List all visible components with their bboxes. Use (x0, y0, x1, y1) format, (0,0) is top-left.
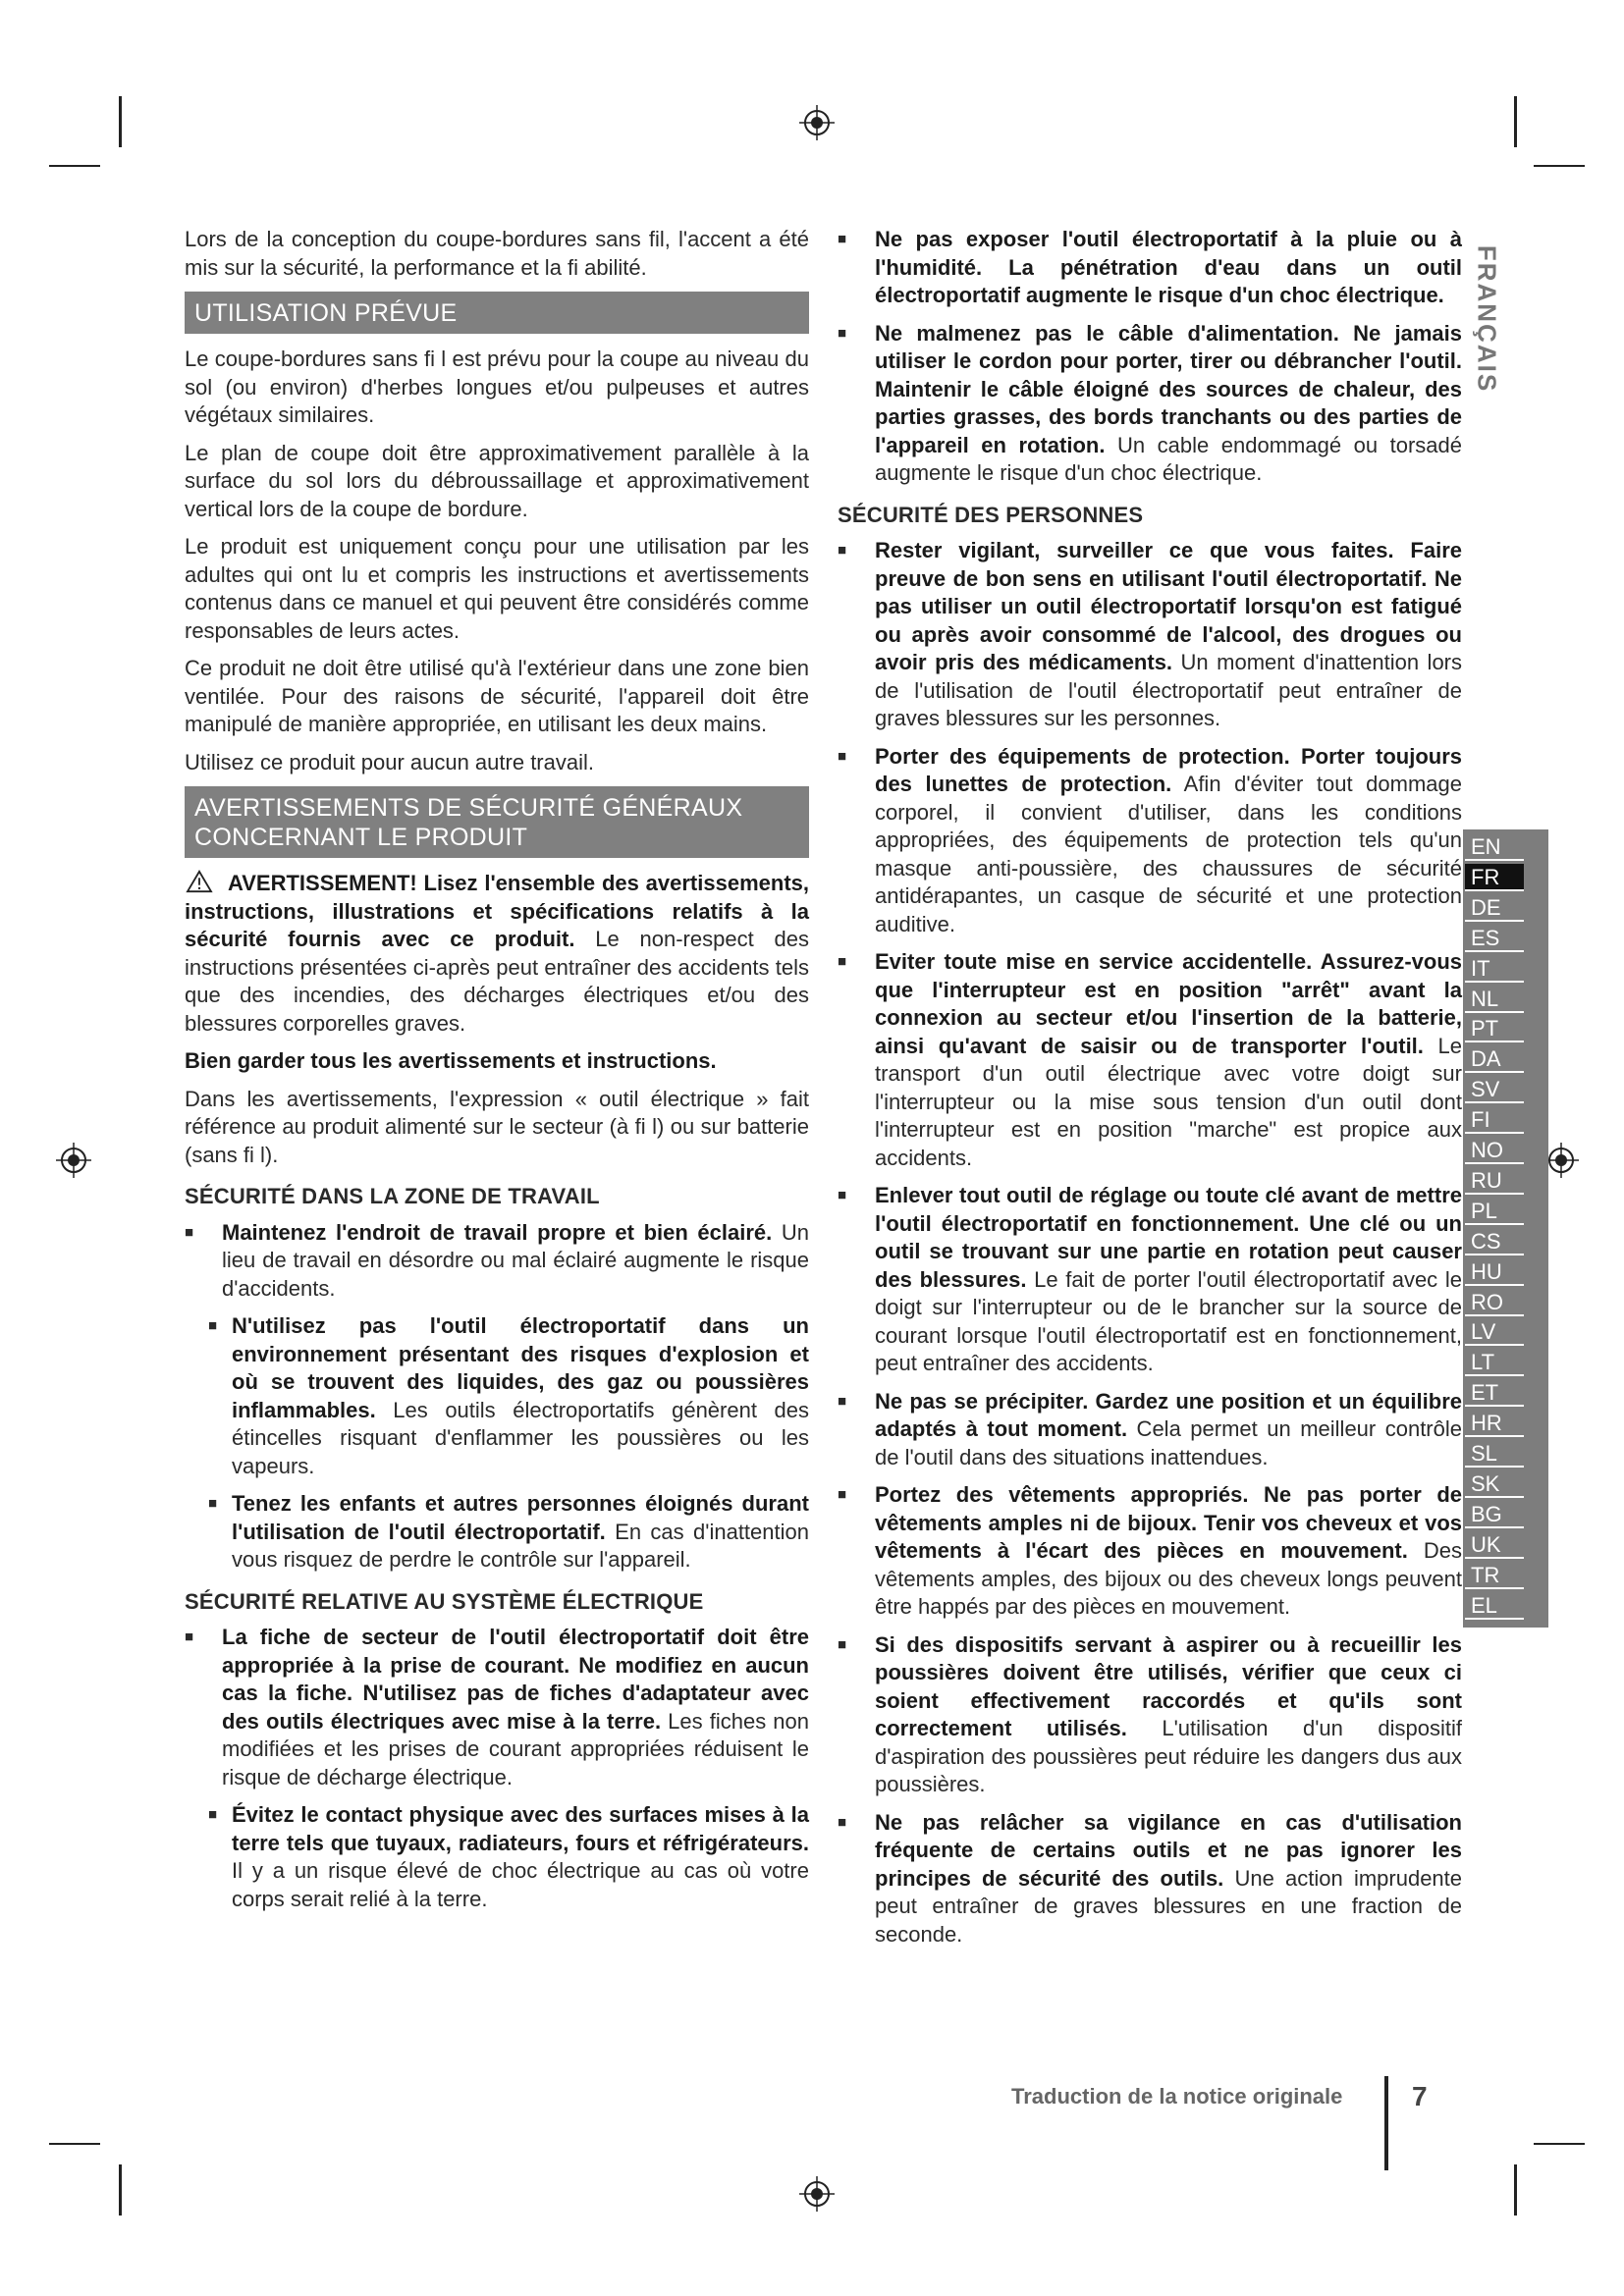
language-tab-da[interactable]: DA (1465, 1045, 1524, 1073)
list-item (185, 1801, 809, 1913)
language-tab-en[interactable]: EN (1465, 833, 1524, 861)
language-tab-sl[interactable]: SL (1465, 1440, 1524, 1468)
language-tab-fi[interactable]: FI (1465, 1106, 1524, 1134)
language-tab-es[interactable]: ES (1465, 925, 1524, 952)
bullet-icon: ■ (185, 1223, 194, 1241)
paragraph: Le coupe-bordures sans fi l est prévu pour la coupe au niveau du sol (ou environ) d'herbes longues et/ou pulpeuses et autres végétaux similaires. (185, 347, 809, 427)
bullet-icon: ■ (838, 953, 847, 970)
language-tab-tr[interactable]: TR (1465, 1562, 1524, 1589)
warning-text: Le non-respect des instructions présentées ci-après peut entraîner des accidents tels que des incendies, des décharges électriques et/ou des blessures corporelles graves. (185, 927, 809, 1036)
item-bold: Évitez le contact physique avec des surfaces mises à la terre tels que tuyaux, radiateurs, fours et réfrigérateurs. (232, 1802, 809, 1855)
crop-mark (1534, 165, 1585, 167)
list-item (838, 743, 1462, 939)
item-bold: La fiche de secteur de l'outil électroportatif doit être appropriée à la prise de courant. Ne modifiez en aucun cas la fiche. N'utilisez pas de fiches d'adaptateur avec des outils électriques avec mise à la terre. (222, 1625, 809, 1734)
item-text: Les fiches non modifiées et les prises de courant appropriées réduisent le risque de décharge électrique. (222, 1708, 809, 1789)
language-tab-no[interactable]: NO (1465, 1137, 1524, 1164)
list-item (185, 1219, 809, 1304)
bullet-icon: ■ (838, 231, 847, 247)
bullet-icon: ■ (838, 1187, 847, 1203)
right-column (838, 226, 1462, 1958)
item-bold: N'utilisez pas l'outil électroportatif dans un environnement présentant des risques d'explosion et où se trouvent des liquides, des gaz ou poussières inflammables. (232, 1313, 809, 1422)
page-number: 7 (1412, 2081, 1428, 2111)
subheading-electrical: SÉCURITÉ RELATIVE AU SYSTÈME ÉLECTRIQUE (185, 1588, 704, 1614)
item-text: Il y a un risque élevé de choc électrique au cas où votre corps serait relié à la terre. (232, 1858, 809, 1911)
bullet-icon: ■ (838, 1392, 847, 1410)
paragraph: Ce produit ne doit être utilisé qu'à l'extérieur dans une zone bien ventilée. Pour des raisons de sécurité, l'appareil doit être manipulé de manière appropriée, en utilisant les deux mains. (185, 656, 809, 736)
warning-paragraph (185, 870, 809, 1038)
item-text: Le fait de porter l'outil électroportatif avec le doigt sur l'interrupteur ou de le brancher sur la source de courant lorsque l'outil électroportatif est en fonctionnement, peut entraîner des accidents. (875, 1266, 1462, 1375)
bullet-icon: ■ (838, 747, 847, 765)
item-text: L'utilisation d'un dispositif d'aspiration des poussières peut réduire les dangers dus aux poussières. (875, 1716, 1462, 1796)
item-text: Un moment d'inattention lors de l'utilisation de l'outil électroportatif peut entraîner de graves blessures sur les personnes. (875, 650, 1463, 730)
language-tab-el[interactable]: EL (1465, 1592, 1524, 1620)
warning-triangle-icon (185, 870, 214, 893)
registration-mark-icon (797, 103, 837, 142)
footer-text: Traduction de la notice originale (1011, 2084, 1343, 2109)
list-item (838, 537, 1462, 733)
list-item (838, 1481, 1462, 1622)
item-bold: Tenez les enfants et autres personnes éloignés durant l'utilisation de l'outil électroportatif. (232, 1491, 809, 1544)
bullet-icon: ■ (838, 324, 847, 342)
language-tab-pl[interactable]: PL (1465, 1198, 1524, 1225)
language-tab-hr[interactable]: HR (1465, 1410, 1524, 1437)
item-text: Des vêtements amples, des bijoux ou des cheveux longs peuvent être happés par des pièces en mouvement. (875, 1538, 1462, 1619)
list-item (838, 1182, 1462, 1378)
item-bold: Rester vigilant, surveiller ce que vous faites. Faire preuve de bon sens en utilisant l'outil électroportatif. Ne pas utiliser un outil électroportatif lorsqu'on est fatigué ou après avoir consommé de l'alcool, des drogues ou avoir pris des médicaments. (875, 538, 1462, 674)
language-tabs (1463, 829, 1548, 1628)
list-item (185, 1312, 809, 1480)
language-tab-de[interactable]: DE (1465, 894, 1524, 922)
list-item (185, 1490, 809, 1575)
definition-paragraph: Dans les avertissements, l'expression « outil électrique » fait référence au produit alimenté sur le secteur (à fi l) ou sur batterie (sans fi l). (185, 1086, 809, 1167)
crop-mark (119, 96, 122, 147)
language-tab-hu[interactable]: HU (1465, 1258, 1524, 1286)
item-bold: Portez des vêtements appropriés. Ne pas porter de vêtements amples ni de bijoux. Tenir vos cheveux et vos vêtements à l'écart des pièces en mouvement. (875, 1482, 1462, 1563)
footer-divider (1384, 2076, 1388, 2170)
language-label: FRANÇAIS (1472, 244, 1502, 394)
language-tab-cs[interactable]: CS (1465, 1228, 1524, 1255)
crop-mark (1534, 2143, 1585, 2145)
language-tab-lv[interactable]: LV (1465, 1318, 1524, 1346)
language-tab-lt[interactable]: LT (1465, 1349, 1524, 1376)
subheading-work-area: SÉCURITÉ DANS LA ZONE DE TRAVAIL (185, 1184, 600, 1208)
crop-mark (49, 2143, 100, 2145)
warning-bold: AVERTISSEMENT! Lisez l'ensemble des avertissements, instructions, illustrations et spécifications relatifs à la sécurité fournis avec ce produit. (185, 871, 809, 951)
section-heading-warnings: AVERTISSEMENTS DE SÉCURITÉ GÉNÉRAUX CONCERNANT LE PRODUIT (185, 786, 809, 858)
item-bold: Maintenez l'endroit de travail propre et bien éclairé. (222, 1219, 773, 1245)
crop-mark (1514, 96, 1517, 147)
language-tab-nl[interactable]: NL (1465, 986, 1524, 1013)
language-tab-ro[interactable]: RO (1465, 1289, 1524, 1316)
language-tab-sv[interactable]: SV (1465, 1076, 1524, 1103)
subheading-personal: SÉCURITÉ DES PERSONNES (838, 502, 1144, 527)
paragraph: Le plan de coupe doit être approximativement parallèle à la surface du sol lors du débroussaillage et approximativement vertical lors de la coupe de bordure. (185, 440, 809, 521)
list-item (838, 1388, 1462, 1472)
crop-mark (1514, 2164, 1517, 2216)
paragraph: Utilisez ce produit pour aucun autre travail. (185, 749, 594, 774)
language-tab-bg[interactable]: BG (1465, 1501, 1524, 1528)
bullet-icon: ■ (208, 1317, 218, 1334)
paragraph: Le produit est uniquement conçu pour une utilisation par les adultes qui ont lu et compris les instructions et avertissements contenus dans ce manuel et qui peuvent être considérés comme responsables de leurs actes. (185, 534, 809, 643)
item-bold: Ne pas exposer l'outil électroportatif à la pluie ou à l'humidité. La pénétration d'eau dans un outil électroportatif augmente le risque d'un choc électrique. (875, 227, 1462, 307)
language-tab-fr[interactable]: FR (1465, 864, 1524, 891)
language-tab-et[interactable]: ET (1465, 1379, 1524, 1407)
bullet-icon: ■ (208, 1495, 218, 1512)
item-text: Afin d'éviter tout dommage corporel, il convient d'utiliser, dans les conditions appropriées, des équipements de protection tels qu'un masque anti-poussière, des chaussures de sécurité antidérapantes, un casque de sécurité et une protection auditive. (875, 772, 1463, 936)
item-text: Les outils électroportatifs génèrent des étincelles risquant d'enflammer les poussières ou les vapeurs. (232, 1397, 809, 1478)
list-item (838, 320, 1462, 488)
bullet-icon: ■ (838, 542, 847, 559)
registration-mark-icon (54, 1141, 93, 1180)
list-item (838, 226, 1462, 310)
item-text: Cela permet un meilleur contrôle de l'outil dans des situations inattendues. (875, 1416, 1462, 1469)
item-text: En cas d'inattention vous risquez de perdre le contrôle sur l'appareil. (232, 1519, 809, 1572)
item-text: Un cable endommagé ou torsadé augmente le risque d'un choc électrique. (875, 432, 1462, 485)
left-column (185, 226, 809, 1923)
language-tab-it[interactable]: IT (1465, 955, 1524, 983)
keep-instructions: Bien garder tous les avertissements et instructions. (185, 1048, 717, 1073)
crop-mark (49, 165, 100, 167)
item-text: Un lieu de travail en désordre ou mal éclairé augmente le risque d'accidents. (222, 1219, 809, 1301)
language-tab-uk[interactable]: UK (1465, 1531, 1524, 1559)
list-item (185, 1624, 809, 1791)
item-bold: Enlever tout outil de réglage ou toute clé avant de mettre l'outil électroportatif en fonctionnement. Une clé ou un outil se trouvant sur une partie en rotation peut causer des blessures. (875, 1183, 1462, 1292)
bullet-icon: ■ (838, 1486, 847, 1503)
item-text: Une action imprudente peut entraîner de graves blessures en une fraction de seconde. (875, 1865, 1463, 1947)
language-tab-ru[interactable]: RU (1465, 1167, 1524, 1195)
item-bold: Eviter toute mise en service accidentelle. Assurez-vous que l'interrupteur est en position "arrêt" avant la connexion au secteur et/ou l'insertion de la batterie, ainsi qu'avant de saisir ou de transporter l'outil. (875, 949, 1462, 1058)
item-bold: Si des dispositifs servant à aspirer ou à recueillir les poussières doivent être utilisés, vérifier que ceux ci soient effectivement raccordés et qu'ils sont correctement utilisés. (875, 1631, 1462, 1740)
item-bold: Ne malmenez pas le câble d'alimentation. Ne jamais utiliser le cordon pour porter, tirer ou débrancher l'outil. Maintenir le câble éloigné des sources de chaleur, des parties grasses, des bords tranchants ou des parties de l'appareil en rotation. (875, 320, 1462, 457)
bullet-icon: ■ (208, 1806, 218, 1823)
list-item (838, 1631, 1462, 1799)
bullet-icon: ■ (838, 1813, 847, 1831)
item-bold: Ne pas relâcher sa vigilance en cas d'utilisation fréquente de certains outils et ne pas ignorer les principes de sécurité des outils. (875, 1809, 1462, 1891)
list-item (838, 948, 1462, 1172)
bullet-icon: ■ (838, 1635, 847, 1653)
list-item (838, 1809, 1462, 1949)
section-heading-usage: UTILISATION PRÉVUE (185, 292, 809, 334)
item-bold: Porter des équipements de protection. Porter toujours des lunettes de protection. (875, 743, 1462, 796)
item-text: Le transport d'un outil électrique avec votre doigt sur l'interrupteur ou la mise sous tension d'un outil dont l'interrupteur est en position "marche" est propice aux accidents. (875, 1033, 1462, 1170)
language-tab-pt[interactable]: PT (1465, 1015, 1524, 1042)
registration-mark-icon (797, 2174, 837, 2214)
intro-paragraph: Lors de la conception du coupe-bordures sans fil, l'accent a été mis sur la sécurité, la performance et la fi abilité. (185, 227, 809, 280)
item-bold: Ne pas se précipiter. Gardez une position et un équilibre adaptés à tout moment. (875, 1388, 1462, 1441)
bullet-icon: ■ (185, 1629, 194, 1645)
language-tab-sk[interactable]: SK (1465, 1470, 1524, 1498)
crop-mark (119, 2164, 122, 2216)
